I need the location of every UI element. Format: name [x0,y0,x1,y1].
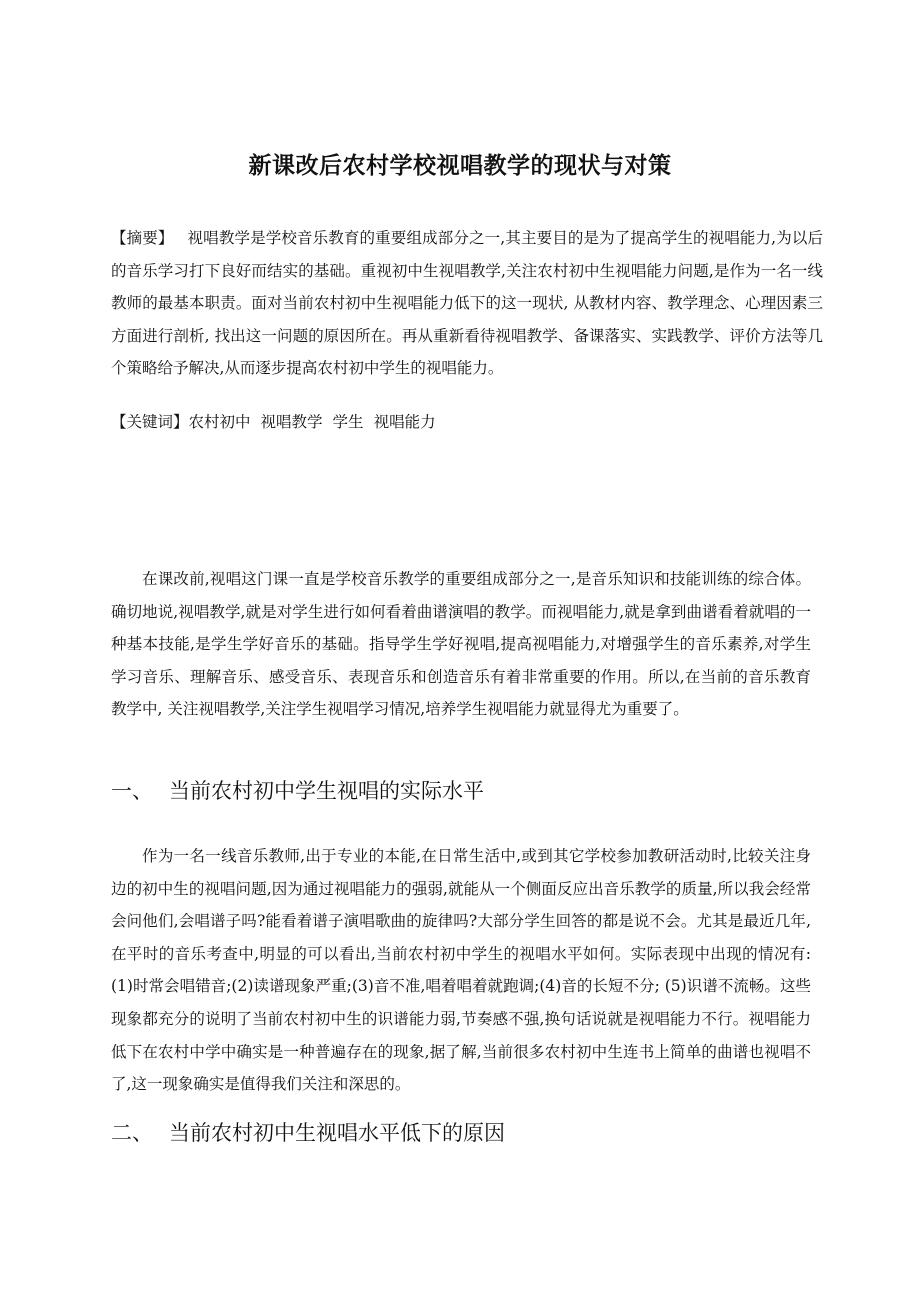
intro-paragraph: 在课改前,视唱这门课一直是学校音乐教学的重要组成部分之一,是音乐知识和技能训练的综合体。确切地说,视唱教学,就是对学生进行如何看着曲谱演唱的教学。而视唱能力,就是拿到曲谱看着就唱的一种基本技能,是学生学好音乐的基础。指导学生学好视唱,提高视唱能力,对增强学生的音乐素养,对学生学习音乐、理解音乐、感受音乐、表现音乐和创造音乐有着非常重要的作用。所以,在当前的音乐教育教学中, 关注视唱教学,关注学生视唱学习情况,培养学生视唱能力就显得尤为重要了。 [111,570,811,719]
section-number: 二、 [111,1121,153,1145]
section-heading-text: 当前农村初中学生视唱的实际水平 [169,779,484,803]
abstract-paragraph [111,222,823,385]
keywords-label: 【关键词】 [111,413,189,431]
section-heading-1 [111,773,811,809]
section-heading-text: 当前农村初中生视唱水平低下的原因 [169,1121,505,1145]
keyword-item: 学生 [332,413,364,431]
keywords-line [111,406,823,438]
abstract-text: 视唱教学是学校音乐教育的重要组成部分之一,其主要目的是为了提高学生的视唱能力,为以后的音乐学习打下良好而结实的基础。重视初中生视唱教学,关注农村初中生视唱能力问题,是作为一名一线教师的最基本职责。面对当前农村初中生视唱能力低下的这一现状, 从教材内容、教学理念、心理因素三方面进行剖析, 找出这一问题的原因所在。再从重新看待视唱教学、备课落实、实践教学、评价方法等几个策略给予解决,从而逐步提高农村初中学生的视唱能力。 [111,229,823,378]
document-title: 新课改后农村学校视唱教学的现状与对策 [248,152,672,179]
section-heading-2 [111,1115,811,1151]
keyword-item: 视唱能力 [373,413,436,431]
keyword-item: 视唱教学 [260,413,323,431]
keyword-item: 农村初中 [188,413,251,431]
section-number: 一、 [111,779,153,803]
abstract-label: 【摘要】 [111,229,174,247]
section-1-paragraph: 作为一名一线音乐教师,出于专业的本能,在日常生活中,或到其它学校参加教研活动时,比较关注身边的初中生的视唱问题,因为通过视唱能力的强弱,就能从一个侧面反应出音乐教学的质量,所以我会经常会问他们,会唱谱子吗?能看着谱子演唱歌曲的旋律吗?大部分学生回答的都是说不会。尤其是最近几年, 在平时的音乐考查中,明显的可以看出,当前农村初中学生的视唱水平如何。实际表现中出现的情况有:(1)时常会唱错音;(2)读谱现象严重;(3)音不准,唱着唱着就跑调;(4)音的长短不分; (5)识谱不流畅。这些现象都充分的说明了当前农村初中生的识谱能力弱,节奏感不强,换句话说就是视唱能力不行。视唱能力低下在农村中学中确实是一种普遍存在的现象,据了解,当前很多农村初中生连书上简单的曲谱也视唱不了,这一现象确实是值得我们关注和深思的。 [111,847,811,1094]
